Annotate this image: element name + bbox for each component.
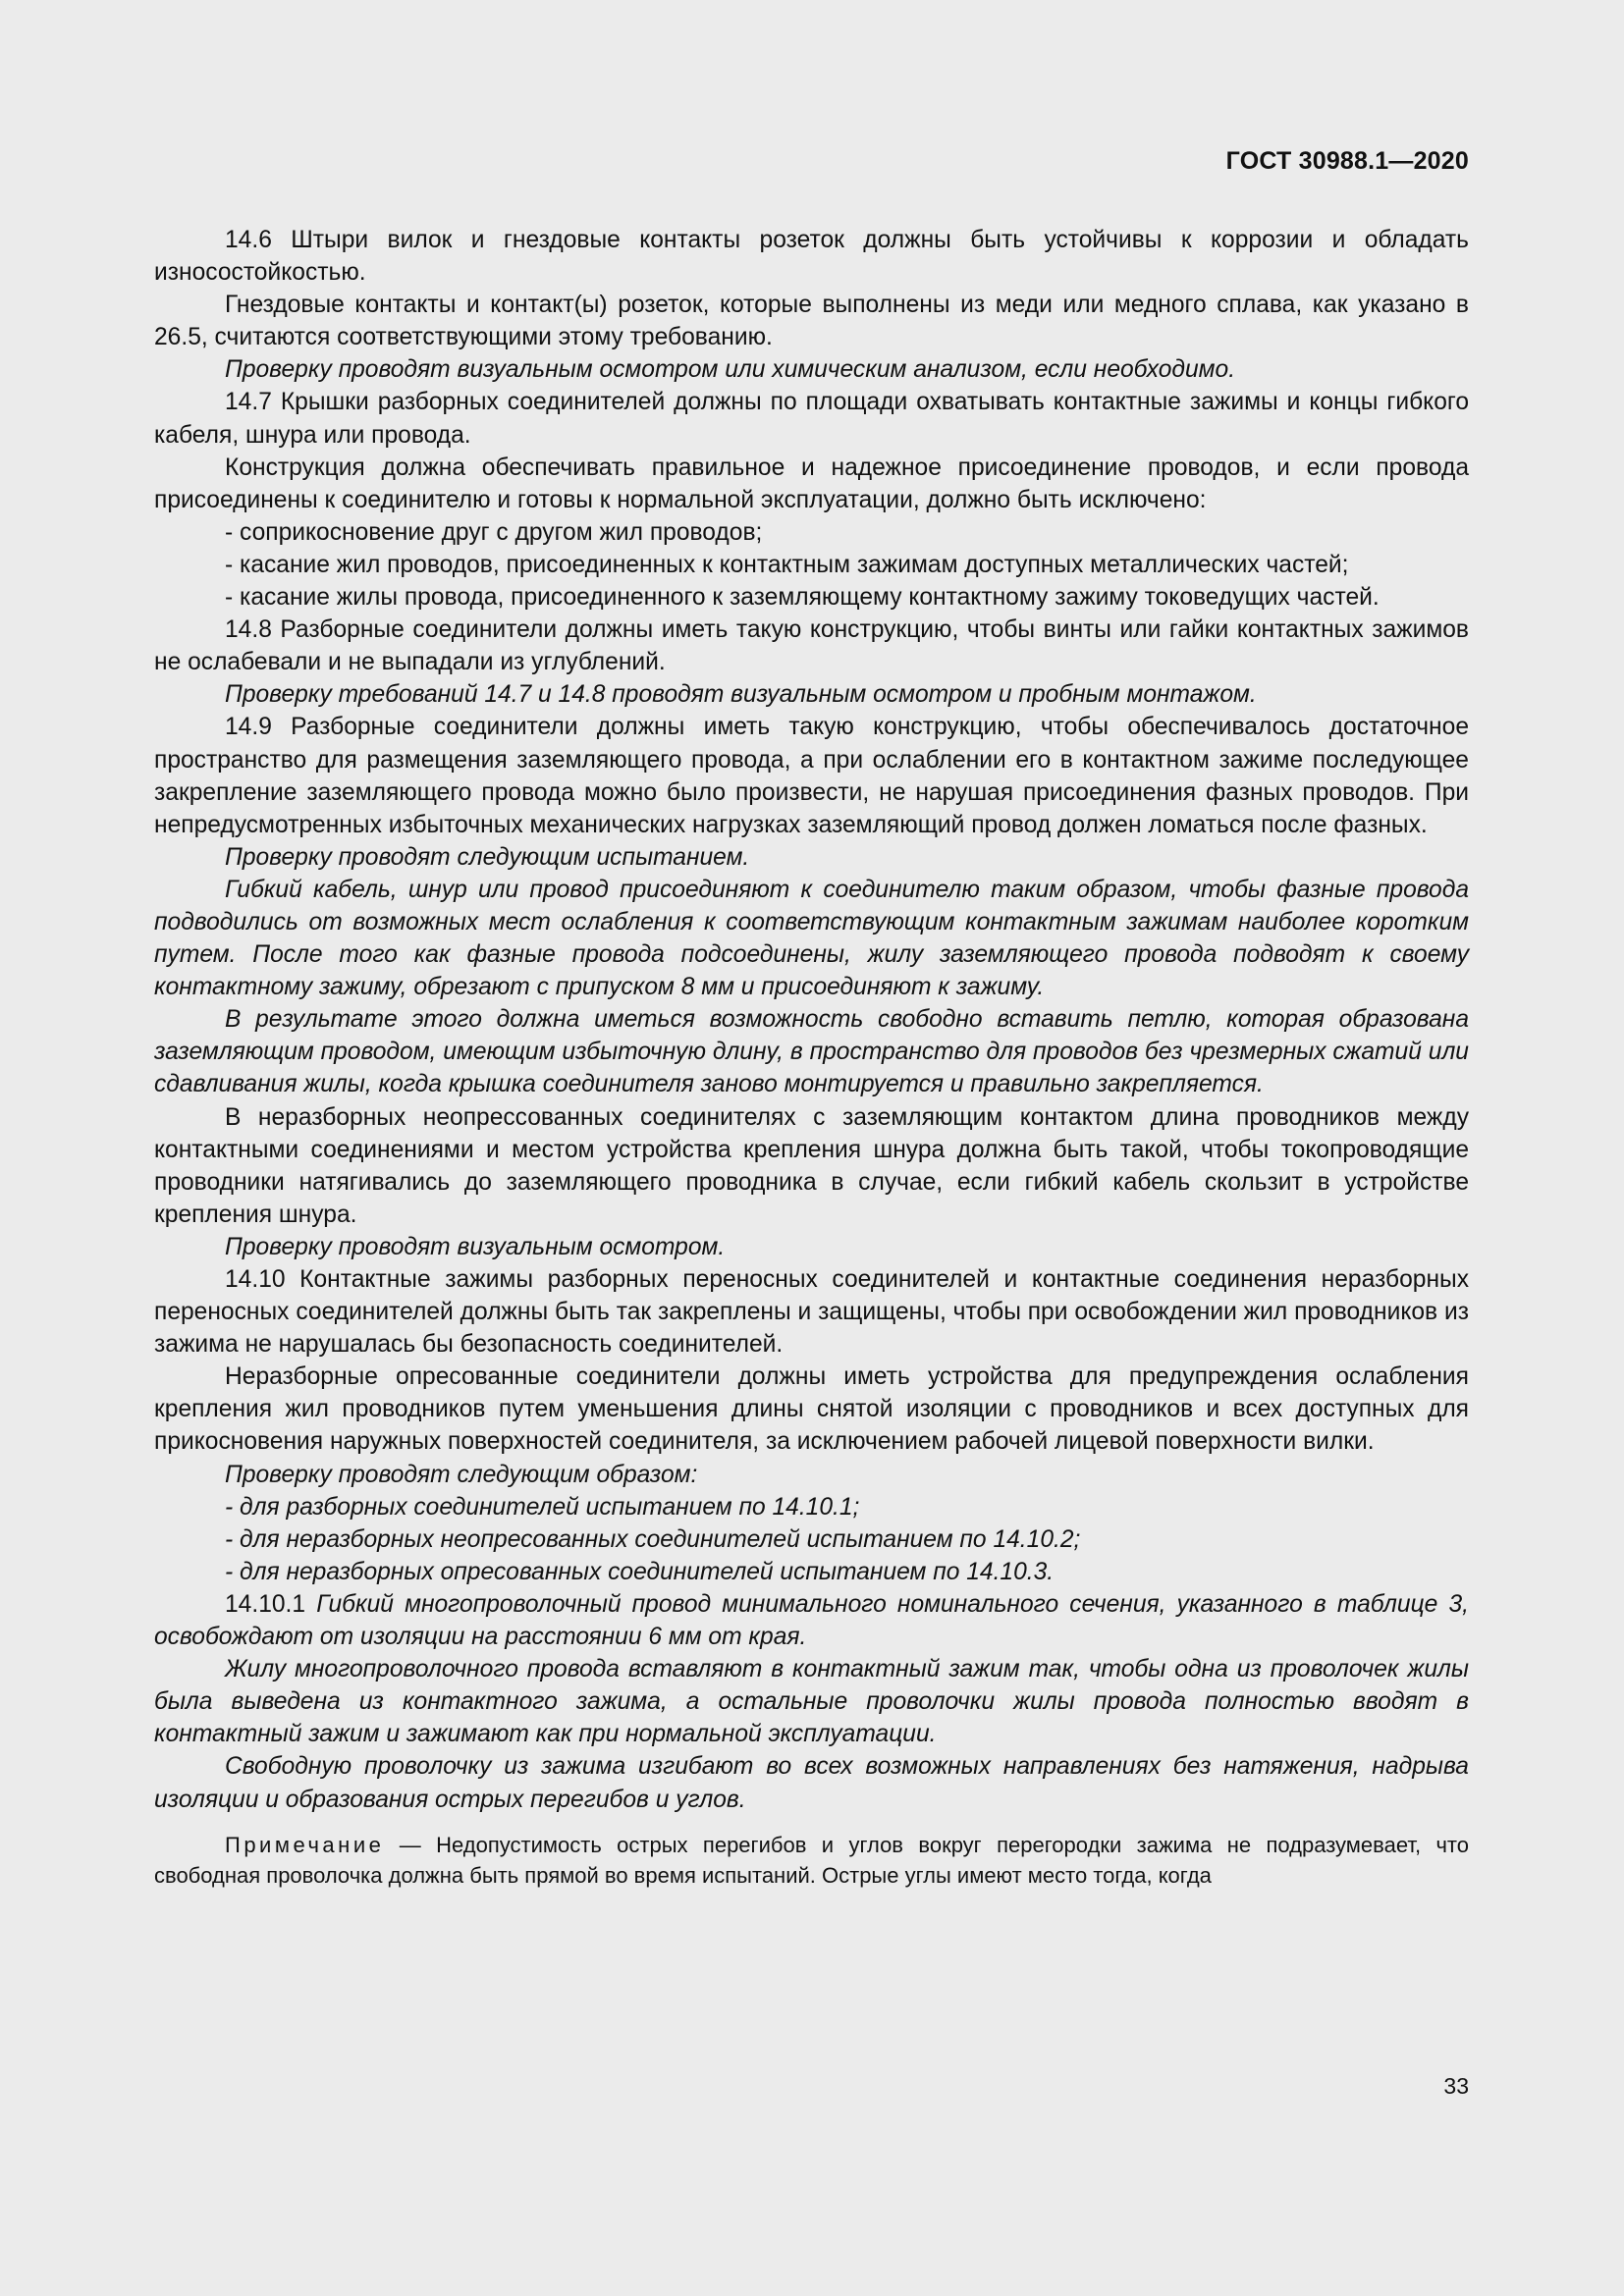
document-body bbox=[154, 224, 1469, 1891]
document-header-standard: ГОСТ 30988.1—2020 bbox=[1225, 147, 1469, 175]
test-procedure-paragraph: Жилу многопроволочного провода вставляют в контактный зажим так, чтобы одна из проволочек жилы была выведена из контактного зажима, а остальные проволочки жилы провода полностью вводят в контактный зажим и зажимают как при нормальной эксплуатации. bbox=[154, 1656, 1469, 1748]
clause-14-6: 14.6 Штыри вилок и гнездовые контакты розеток должны быть устойчивы к коррозии и обладать износостойкостью. bbox=[154, 227, 1469, 287]
list-item: - соприкосновение друг с другом жил проводов; bbox=[225, 518, 763, 546]
list-item: - касание жилы провода, присоединенного к заземляющему контактному зажиму токоведущих частей. bbox=[225, 584, 1380, 612]
verification-paragraph: Проверку проводят визуальным осмотром или химическим анализом, если необходимо. bbox=[225, 356, 1236, 384]
test-procedure-paragraph: В результате этого должна иметься возможность свободно вставить петлю, которая образована заземляющим проводом, имеющим избыточную длину, в пространство для проводов без чрезмерных сжатий или сдавливания жилы, когда крышка соединителя заново монтируется и правильно закрепляется. bbox=[154, 1006, 1469, 1098]
clause-14-9: 14.9 Разборные соединители должны иметь такую конструкцию, чтобы обеспечивалось достаточное пространство для размещения заземляющего провода, а при ослаблении его в контактном зажиме последующее закрепление заземляющего провода можно было произвести, не нарушая присоединения фазных проводов. При непредусмотренных избыточных механических нагрузках заземляющий провод должен ломаться после фазных. bbox=[154, 714, 1469, 838]
paragraph: Конструкция должна обеспечивать правильное и надежное присоединение проводов, и если провода присоединены к соединителю и готовы к нормальной эксплуатации, должно быть исключено: bbox=[154, 454, 1469, 513]
paragraph: Неразборные опресованные соединители должны иметь устройства для предупреждения ослабления крепления жил проводников путем уменьшения длины снятой изоляции с проводников и всех доступных для прикосновения наружных поверхностей соединителя, за исключением рабочей лицевой поверхности вилки. bbox=[154, 1363, 1469, 1456]
note-text: — Недопустимость острых перегибов и углов вокруг перегородки зажима не подразумевает, что свободная проволочка должна быть прямой во время испытаний. Острые углы имеют место тогда, когда bbox=[154, 1832, 1470, 1888]
clause-text: Гибкий многопроволочный провод минимального номинального сечения, указанного в таблице 3, освобождают от изоляции на расстоянии 6 мм от края. bbox=[154, 1590, 1469, 1651]
clause-14-8: 14.8 Разборные соединители должны иметь такую конструкцию, чтобы винты или гайки контактных зажимов не ослабевали и не выпадали из углублений. bbox=[154, 616, 1469, 676]
page-number: 33 bbox=[1443, 2073, 1469, 2099]
verification-paragraph: Проверку проводят визуальным осмотром. bbox=[225, 1233, 726, 1260]
test-procedure-paragraph: Гибкий кабель, шнур или провод присоединяют к соединителю таким образом, чтобы фазные провода подводились от возможных мест ослабления к соответствующим контактным зажимам наиболее коротким путем. После того как фазные провода подсоединены, жилу заземляющего провода подводят к своему контактному зажиму, обрезают с припуском 8 мм и присоединяют к зажиму. bbox=[154, 876, 1469, 1001]
clause-number: 14.10.1 bbox=[225, 1590, 306, 1618]
verification-paragraph: Проверку требований 14.7 и 14.8 проводят визуальным осмотром и пробным монтажом. bbox=[225, 681, 1257, 709]
note bbox=[154, 1830, 1469, 1891]
clause-14-10: 14.10 Контактные зажимы разборных переносных соединителей и контактные соединения неразборных переносных соединителей должны быть так закреплены и защищены, чтобы при освобождении жил проводников из зажима не нарушалась бы безопасность соединителей. bbox=[154, 1266, 1469, 1359]
note-label: Примечание bbox=[225, 1832, 385, 1857]
list-item: - для неразборных опресованных соединителей испытанием по 14.10.3. bbox=[225, 1558, 1055, 1585]
list-item: - для неразборных неопресованных соединителей испытанием по 14.10.2; bbox=[225, 1525, 1081, 1553]
list-item: - для разборных соединителей испытанием по 14.10.1; bbox=[225, 1493, 860, 1521]
clause-14-10-1 bbox=[154, 1588, 1469, 1653]
clause-14-7: 14.7 Крышки разборных соединителей должны по площади охватывать контактные зажимы и концы гибкого кабеля, шнура или провода. bbox=[154, 389, 1469, 449]
verification-paragraph: Проверку проводят следующим образом: bbox=[225, 1461, 698, 1488]
paragraph: В неразборных неопрессованных соединителях с заземляющим контактом длина проводников между контактными соединениями и местом устройства крепления шнура должна быть такой, чтобы токопроводящие проводники натягивались до заземляющего проводника в случае, если гибкий кабель скользит в устройстве крепления шнура. bbox=[154, 1103, 1469, 1228]
list-item: - касание жил проводов, присоединенных к контактным зажимам доступных металлических частей; bbox=[225, 551, 1349, 578]
paragraph: Гнездовые контакты и контакт(ы) розеток, которые выполнены из меди или медного сплава, как указано в 26.5, считаются соответствующими этому требованию. bbox=[154, 292, 1469, 351]
test-procedure-paragraph: Свободную проволочку из зажима изгибают во всех возможных направлениях без натяжения, надрыва изоляции и образования острых перегибов и углов. bbox=[154, 1753, 1469, 1813]
verification-paragraph: Проверку проводят следующим испытанием. bbox=[225, 843, 750, 871]
